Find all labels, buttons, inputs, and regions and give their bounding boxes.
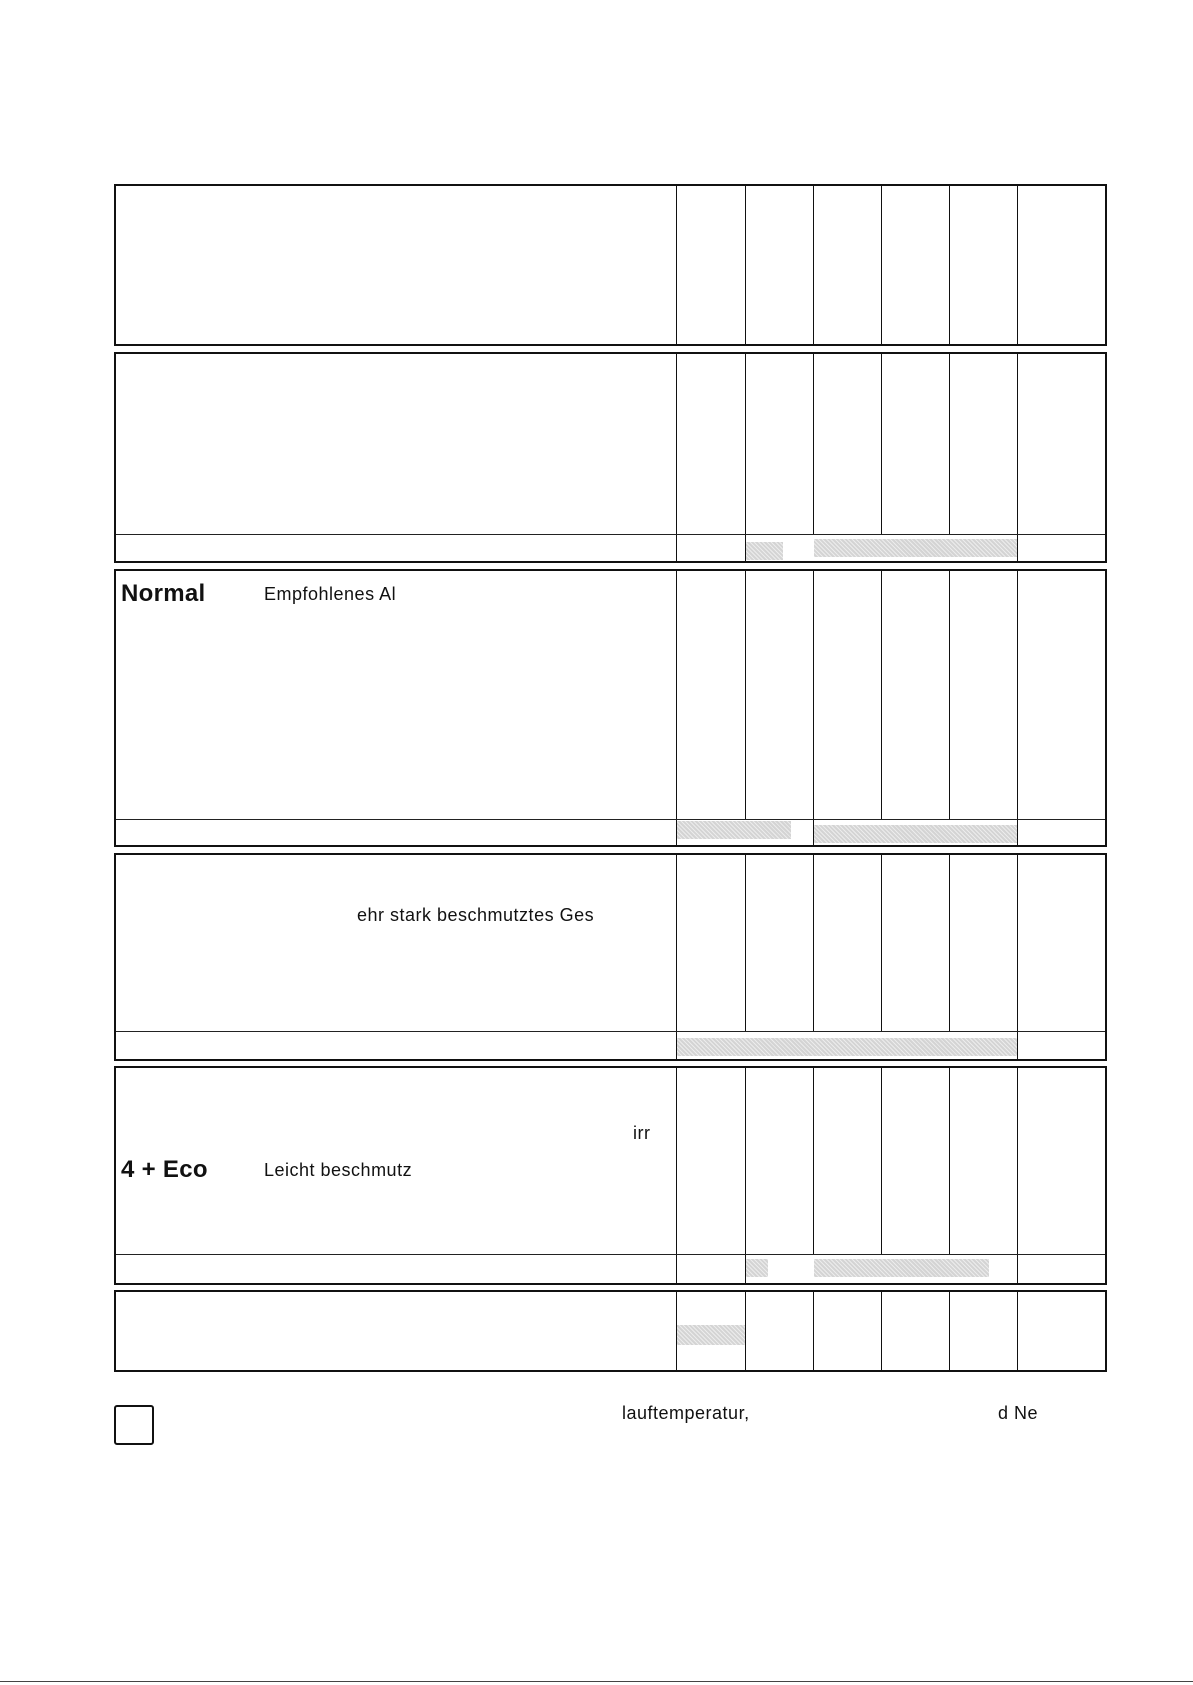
column-divider [813,855,814,1031]
program-row-3 [114,569,1107,847]
column-divider [813,186,814,344]
column-divider [881,1068,882,1254]
footnote-text-1: lauftemperatur, [622,1403,750,1423]
program-description: Leicht beschmutz [264,1160,413,1180]
column-divider [949,1068,950,1254]
column-divider [1017,354,1018,561]
column-divider [949,186,950,344]
column-divider [745,571,746,819]
column-divider [949,571,950,819]
shaded-bar [677,821,791,839]
column-divider [676,855,677,1059]
column-divider [813,1068,814,1254]
column-divider [1017,1292,1018,1370]
column-divider [881,571,882,819]
shaded-bar [746,542,783,560]
page-bottom-rule [0,1681,1193,1682]
column-divider [881,1292,882,1370]
row-subdivider [116,1031,1105,1032]
column-divider [676,186,677,344]
row-subdivider [116,819,1105,820]
column-divider [676,354,677,561]
column-divider [1017,1068,1018,1283]
shaded-bar [814,539,1017,557]
column-divider [676,571,677,845]
column-divider [676,1068,677,1283]
column-divider [745,1068,746,1283]
column-divider [949,855,950,1031]
column-divider [1017,571,1018,845]
column-divider [745,354,746,561]
column-divider [813,571,814,845]
column-divider [881,186,882,344]
note-checkbox [114,1405,154,1445]
program-row-1 [114,184,1107,346]
program-note: irr [633,1123,651,1143]
row-subdivider [116,1254,1105,1255]
program-row-2 [114,352,1107,563]
program-row-4 [114,853,1107,1061]
footnote-text-2: d Ne [998,1403,1039,1423]
program-description: Empfohlenes Al [264,584,397,604]
program-description: ehr stark beschmutztes Ges [357,905,595,925]
program-name: Normal [121,580,206,607]
column-divider [949,354,950,534]
shaded-bar [677,1038,1017,1056]
shaded-bar [677,1325,745,1345]
row-subdivider [116,534,1105,535]
column-divider [745,855,746,1031]
column-divider [881,855,882,1031]
column-divider [1017,855,1018,1059]
shaded-bar [814,825,1017,843]
column-divider [813,1292,814,1370]
column-divider [881,354,882,534]
program-name: 4 + Eco [121,1156,208,1183]
column-divider [949,1292,950,1370]
column-divider [745,1292,746,1370]
program-row-6 [114,1290,1107,1372]
column-divider [813,354,814,534]
shaded-bar [814,1259,989,1277]
program-row-5 [114,1066,1107,1285]
shaded-bar [746,1259,768,1277]
column-divider [745,186,746,344]
column-divider [1017,186,1018,344]
